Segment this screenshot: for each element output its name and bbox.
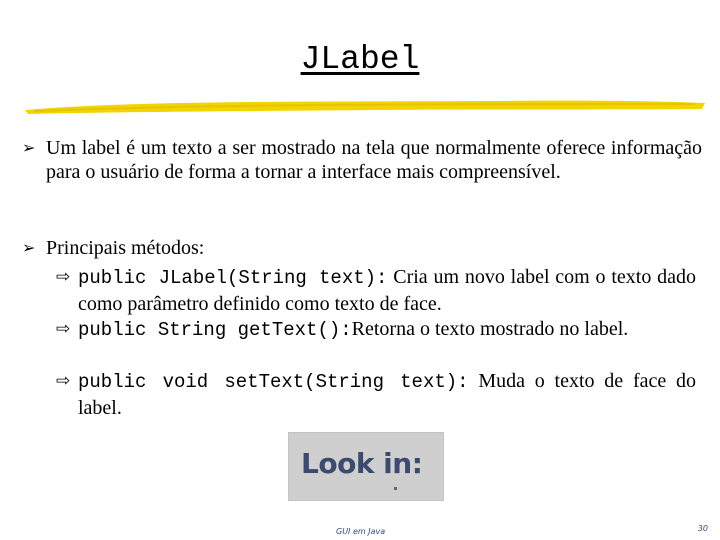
example-label-text: Look in:: [301, 447, 423, 480]
bullet-label-description: [22, 136, 702, 184]
bullet-text: Um label é um texto a ser mostrado na tela que normalmente oferece informação para o usuário de forma a tornar a interface mais compreensível.: [46, 137, 702, 183]
method-signature: public void setText(String text):: [78, 371, 469, 393]
hollow-arrow-icon: ⇨: [56, 267, 71, 287]
bullet-methods: [22, 236, 702, 260]
method-item-constructor: [56, 264, 696, 317]
footer-title: GUI em Java: [336, 527, 386, 536]
method-text: [78, 368, 696, 421]
method-item-gettext: [56, 316, 696, 343]
method-signature: public String getText():: [78, 319, 352, 341]
highlighter-stroke: [20, 90, 710, 120]
bullet-text: Principais métodos:: [46, 237, 205, 259]
method-text: [78, 316, 696, 343]
method-text: [78, 264, 696, 317]
arrow-bullet-icon: ➢: [22, 138, 36, 157]
cursor-mark: [394, 487, 397, 490]
page-number: 30: [697, 524, 708, 533]
method-description: Muda o texto de face do label.: [78, 370, 697, 419]
method-description: Cria um novo label com o texto dado como parâmetro definido como texto de face.: [78, 266, 696, 315]
hollow-arrow-icon: ⇨: [56, 371, 71, 391]
arrow-bullet-icon: ➢: [22, 238, 36, 257]
method-signature: public JLabel(String text):: [78, 267, 388, 289]
slide-title: JLabel: [300, 41, 420, 78]
method-item-settext: [56, 368, 696, 421]
hollow-arrow-icon: ⇨: [56, 319, 71, 339]
jlabel-example-image: [288, 432, 444, 501]
method-description: Retorna o texto mostrado no label.: [351, 318, 629, 340]
